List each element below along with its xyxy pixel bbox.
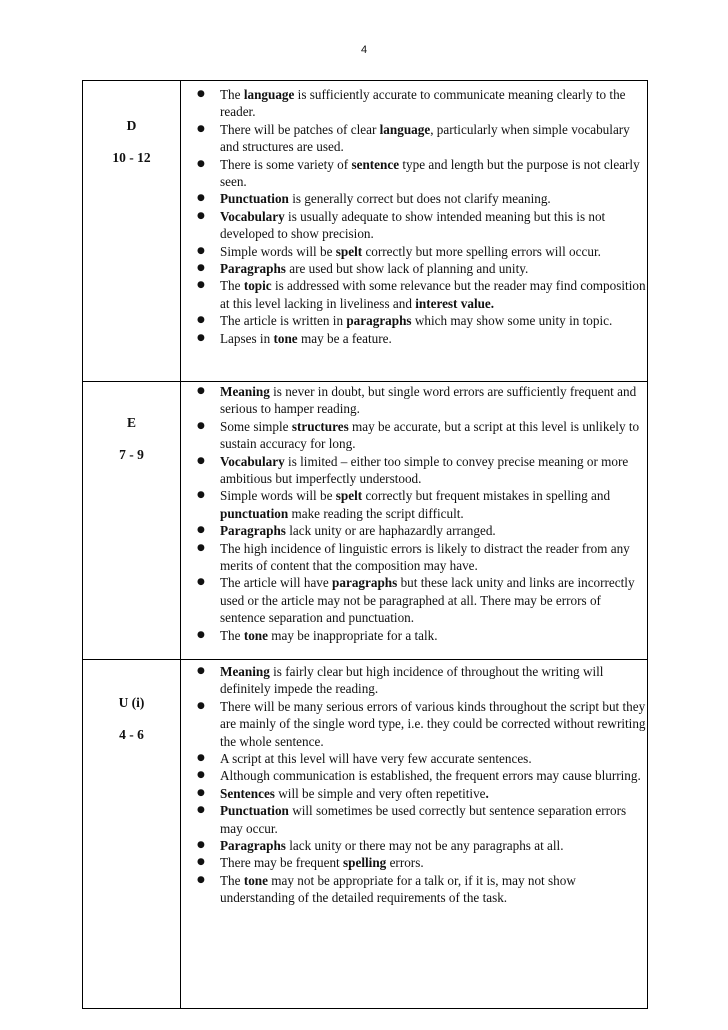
grade-letter: E	[126, 415, 136, 430]
keyword: tone	[273, 330, 298, 346]
criterion-item	[197, 312, 647, 329]
keyword: Vocabulary	[220, 208, 285, 224]
criterion-text: may be inappropriate for a talk.	[268, 627, 438, 643]
grade-row-d	[83, 81, 647, 381]
criterion-item	[197, 785, 647, 802]
keyword: Paragraphs	[220, 261, 286, 277]
keyword: Paragraphs	[220, 838, 286, 854]
criterion-item	[197, 156, 647, 191]
keyword: spelling	[343, 855, 387, 871]
grade-row-u-i	[83, 659, 647, 1010]
criterion-text: but these lack unity and links are incorrectly used or the article may not be paragraphed at all. There may be errors of sentence separation and punctuation.	[220, 575, 635, 626]
keyword: Paragraphs	[220, 523, 286, 539]
criterion-text: are used but show lack of planning and unity.	[285, 261, 529, 277]
criterion-item	[197, 698, 647, 750]
criterion-text: correctly but more spelling errors will occur.	[362, 243, 601, 259]
criterion-item	[197, 767, 647, 784]
grade-cell	[83, 415, 180, 463]
keyword: Sentences	[220, 785, 275, 801]
criterion-text: The article is written in	[220, 313, 347, 329]
criterion-item	[197, 750, 647, 767]
keyword: Vocabulary	[220, 453, 285, 469]
criterion-item	[197, 330, 647, 347]
criteria-list	[197, 383, 647, 644]
criterion-text: The	[220, 872, 244, 888]
keyword: Meaning	[220, 664, 270, 679]
keyword: paragraphs	[332, 575, 398, 591]
criterion-text: There will be patches of clear	[220, 121, 380, 137]
criterion-text: Some simple	[220, 418, 292, 434]
page-number: 4	[360, 44, 368, 56]
grade-letter: D	[126, 118, 137, 133]
criterion-text: The	[220, 627, 244, 643]
criterion-text: is addressed with some relevance but the reader may find composition at this level lacking in liveliness and	[220, 278, 646, 311]
criterion-item	[197, 663, 647, 698]
grade-letter: U (i)	[118, 695, 145, 710]
criterion-item	[197, 872, 647, 907]
keyword: spelt	[335, 488, 363, 504]
criterion-item	[197, 802, 647, 837]
criterion-item	[197, 383, 647, 418]
keyword: punctuation	[220, 505, 289, 521]
criterion-item	[197, 854, 647, 871]
criterion-text: , particularly when simple vocabulary and structures are used.	[220, 121, 630, 155]
criterion-item	[197, 540, 647, 575]
criterion-text: make reading the script difficult.	[288, 505, 464, 521]
criterion-text: There is some variety of	[220, 156, 352, 172]
keyword: Punctuation	[220, 191, 289, 207]
criterion-text: may be accurate, but a script at this level is unlikely to sustain accuracy for long.	[220, 418, 640, 452]
criterion-text: The	[220, 278, 244, 294]
criterion-text: lack unity or there may not be any paragraphs at all.	[285, 838, 564, 854]
criterion-item	[197, 208, 647, 243]
criterion-item	[197, 837, 647, 854]
criterion-item	[197, 260, 647, 277]
criterion-item	[197, 121, 647, 156]
keyword: language	[243, 87, 295, 102]
mark-range: 4 - 6	[119, 727, 144, 742]
criterion-text: A script at this level will have very few accurate sentences.	[220, 751, 532, 767]
criterion-item	[197, 86, 647, 121]
criterion-text: will sometimes be used correctly but sentence separation errors may occur.	[220, 803, 627, 836]
criterion-text: correctly but frequent mistakes in spelling and	[362, 488, 611, 504]
criterion-item	[197, 522, 647, 539]
criterion-text: is generally correct but does not clarify meaning.	[288, 191, 551, 207]
criterion-item	[197, 243, 647, 260]
criterion-text: is sufficiently accurate to communicate meaning clearly to the reader.	[220, 87, 626, 120]
criterion-text: Although communication is established, the frequent errors may cause blurring.	[220, 768, 641, 784]
mark-range: 7 - 9	[119, 447, 144, 462]
criterion-text: Lapses in	[220, 330, 274, 346]
criteria-list	[197, 86, 647, 347]
criterion-item	[197, 277, 647, 312]
criterion-text: is limited – either too simple to convey precise meaning or more ambitious but imperfectly understood.	[220, 453, 629, 487]
keyword: interest value.	[415, 295, 495, 311]
keyword: topic	[243, 278, 272, 294]
criterion-text: Simple words will be	[220, 243, 336, 259]
criterion-item	[197, 418, 647, 453]
criterion-text: lack unity or are haphazardly arranged.	[285, 523, 496, 539]
criterion-text: There may be frequent	[220, 855, 344, 871]
criteria-list	[197, 663, 647, 907]
marking-criteria-table	[82, 80, 648, 1009]
criterion-text: may be a feature.	[297, 330, 392, 346]
criterion-text: is usually adequate to show intended meaning but this is not developed to show precision.	[220, 208, 606, 242]
grade-row-e	[83, 381, 647, 659]
keyword: paragraphs	[346, 313, 412, 329]
keyword: tone	[243, 872, 268, 888]
criterion-text: The high incidence of linguistic errors is likely to distract the reader from any merits of content that the composition may have.	[220, 540, 630, 574]
criterion-text: type and length but the purpose is not clearly seen.	[220, 156, 640, 190]
keyword: Punctuation	[220, 803, 289, 819]
keyword: sentence	[351, 156, 400, 172]
criterion-text: which may show some unity in topic.	[411, 313, 613, 329]
criterion-text: will be simple and very often repetitive	[274, 785, 486, 801]
keyword: .	[485, 785, 489, 801]
keyword: structures	[291, 418, 349, 434]
criterion-text: may not be appropriate for a talk or, if it is, may not show understanding of the detailed requirements of the task.	[220, 872, 576, 906]
criterion-text: is never in doubt, but single word errors are sufficiently frequent and serious to hamper reading.	[220, 384, 637, 417]
criterion-item	[197, 574, 647, 626]
criterion-item	[197, 453, 647, 488]
grade-cell	[83, 695, 180, 743]
criterion-text: There will be many serious errors of various kinds throughout the script but they are mainly of the single word type, i.e. they could be corrected without rewriting the whole sentence.	[220, 698, 646, 749]
criterion-text: is fairly clear but high incidence of throughout the writing will definitely impede the reading.	[220, 664, 604, 697]
grade-cell	[83, 118, 180, 166]
keyword: Meaning	[220, 384, 270, 399]
criterion-text: errors.	[386, 855, 424, 871]
criterion-item	[197, 627, 647, 644]
keyword: tone	[243, 627, 268, 643]
criterion-text: The	[220, 87, 244, 102]
criterion-text: Simple words will be	[220, 488, 336, 504]
criterion-item	[197, 190, 647, 207]
keyword: language	[379, 121, 431, 137]
mark-range: 10 - 12	[112, 150, 151, 165]
keyword: spelt	[335, 243, 363, 259]
criterion-item	[197, 487, 647, 522]
criterion-text: The article will have	[220, 575, 333, 591]
